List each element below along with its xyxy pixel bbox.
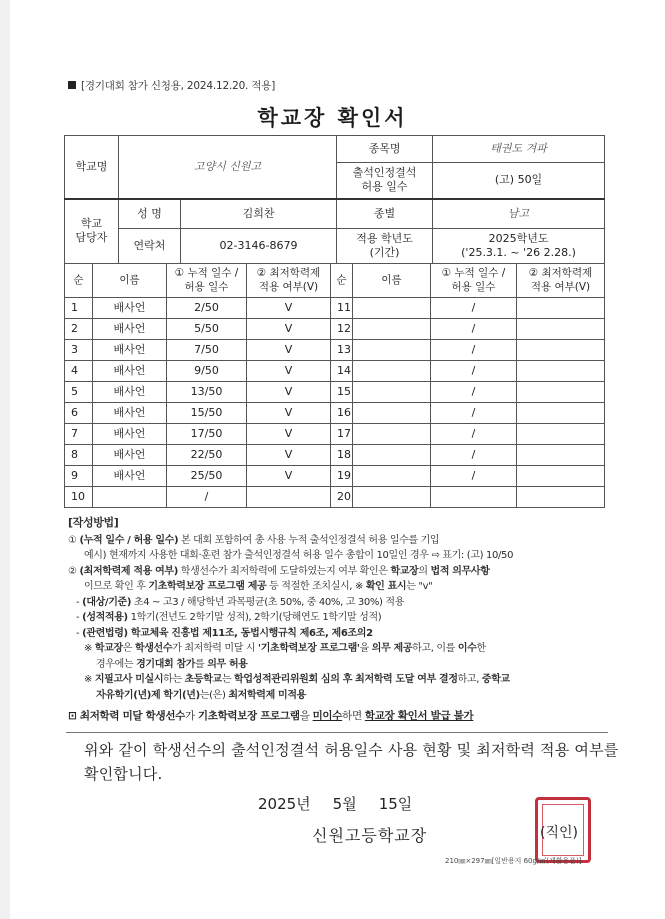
row-check: V [247, 340, 331, 361]
row-name [353, 403, 431, 424]
row-name: 배사언 [93, 424, 167, 445]
school-value: 고양시 신원고 [119, 136, 337, 199]
row-no: 10 [65, 487, 93, 508]
manager-label: 학교 담당자 [65, 199, 119, 264]
table-row [65, 403, 605, 424]
row-days: 5/50 [167, 319, 247, 340]
year-label: 적용 학년도 (기간) [337, 229, 433, 264]
date-year: 2025년 [258, 795, 311, 813]
method-line: ① (누적 일수 / 허용 일수) 본 대회 포함하여 총 사용 누적 출석인정결석 허용 일수를 기입 [68, 534, 440, 546]
row-name: 배사언 [93, 382, 167, 403]
method-line: 경우에는 경기대회 참가를 의무 허용 [96, 658, 248, 670]
name-label: 성 명 [119, 199, 181, 229]
row-days: / [431, 361, 517, 382]
gender-value: 남고 [433, 199, 605, 229]
allowed-days-value: (고) 50일 [433, 163, 605, 199]
method-line: 이므로 확인 후 기초학력보장 프로그램 제공 등 적절한 조치실시, ※ 확인 표시는 "v" [84, 581, 433, 592]
table-row [65, 361, 605, 382]
row-days: / [431, 403, 517, 424]
row-days: 25/50 [167, 466, 247, 487]
row-days: / [431, 424, 517, 445]
row-check [247, 487, 331, 508]
row-name [353, 424, 431, 445]
row-days: / [167, 487, 247, 508]
header-min-right: ② 최저학력제 적용 여부(V) [517, 264, 605, 298]
header-no-right: 순 [331, 264, 353, 298]
row-days: 22/50 [167, 445, 247, 466]
year-value: 2025학년도 ('25.3.1. ~ '26 2.28.) [433, 229, 605, 264]
row-check: V [247, 382, 331, 403]
row-days: 9/50 [167, 361, 247, 382]
row-name: 배사언 [93, 361, 167, 382]
row-no: 19 [331, 466, 353, 487]
row-name: 배사언 [93, 403, 167, 424]
date-day: 15일 [378, 795, 413, 813]
row-days: / [431, 340, 517, 361]
row-no: 14 [331, 361, 353, 382]
row-days: / [431, 445, 517, 466]
method-line: - (관련법령) 학교체육 진흥법 제11조, 동법시행규칙 제6조, 제6조의2 [76, 627, 373, 639]
header-cum-right: ① 누적 일수 / 허용 일수 [431, 264, 517, 298]
row-check [517, 424, 605, 445]
table-row [65, 466, 605, 487]
row-days: 2/50 [167, 298, 247, 319]
method-line: ※ 지필고사 미실시하는 초등학교는 학업성적관리위원회 심의 후 최저학력 도달 여부 결정하고, 중학교 [84, 674, 510, 685]
row-no: 20 [331, 487, 353, 508]
row-name [353, 298, 431, 319]
row-check [517, 445, 605, 466]
row-check: V [247, 445, 331, 466]
row-no: 17 [331, 424, 353, 445]
row-no: 12 [331, 319, 353, 340]
row-name [353, 361, 431, 382]
row-check: V [247, 403, 331, 424]
method-line: - (성적적용) 1학기(전년도 2학기말 성적), 2학기(당해연도 1학기말 성적) [76, 612, 382, 623]
row-check [517, 361, 605, 382]
header-no: 순 [65, 264, 93, 298]
school-label: 학교명 [65, 136, 119, 199]
issue-date [258, 793, 434, 814]
allowed-days-label: 출석인정결석 허용 일수 [337, 163, 433, 199]
row-days: / [431, 319, 517, 340]
row-days: 13/50 [167, 382, 247, 403]
divider [66, 732, 608, 733]
row-name [353, 319, 431, 340]
row-days: 17/50 [167, 424, 247, 445]
principal-title: 신원고등학교장 [312, 826, 428, 845]
row-name [353, 445, 431, 466]
row-check [517, 340, 605, 361]
paper-spec-note: 210㎜×297㎜[일반용지 60g/㎡(재활용품)] [445, 857, 582, 865]
method-line: ※ 학교장은 학생선수가 최저학력 미달 시 '기초학력보장 프로그램'을 의무 제공하고, 이를 이수한 [84, 643, 486, 654]
header-min: ② 최저학력제 적용 여부(V) [247, 264, 331, 298]
seal-label: (직인) [540, 825, 578, 841]
table-row [65, 487, 605, 508]
contact-value: 02-3146-8679 [181, 229, 337, 264]
row-days [431, 487, 517, 508]
row-name: 배사언 [93, 445, 167, 466]
row-no: 4 [65, 361, 93, 382]
event-value: 태권도 겨파 [433, 136, 605, 163]
row-days: 15/50 [167, 403, 247, 424]
row-name [353, 487, 431, 508]
header-note: [경기대회 참가 신청용, 2024.12.20. 적용] [68, 78, 275, 93]
row-name [353, 466, 431, 487]
event-label: 종목명 [337, 136, 433, 163]
gender-label: 종별 [337, 199, 433, 229]
row-check: V [247, 424, 331, 445]
method-line: - (대상/기준) 초4 ~ 고3 / 해당학년 과목평균(초 50%, 중 40%, 고 30%) 적용 [76, 596, 405, 608]
table-row [65, 445, 605, 466]
row-check: V [247, 466, 331, 487]
row-days: 7/50 [167, 340, 247, 361]
row-no: 1 [65, 298, 93, 319]
row-no: 13 [331, 340, 353, 361]
row-check [517, 403, 605, 424]
row-check: V [247, 319, 331, 340]
row-check [517, 319, 605, 340]
row-days: / [431, 298, 517, 319]
method-line: 예시) 현재까지 사용한 대회·훈련 참가 출석인정결석 허용 일수 총합이 10일인 경우 ⇨ 표기: (고) 10/50 [84, 550, 514, 561]
header-name-right: 이름 [353, 264, 431, 298]
row-check: V [247, 298, 331, 319]
row-check [517, 382, 605, 403]
row-no: 16 [331, 403, 353, 424]
table-row [65, 319, 605, 340]
row-no: 7 [65, 424, 93, 445]
row-no: 2 [65, 319, 93, 340]
table-row [65, 382, 605, 403]
writing-method [68, 515, 608, 703]
row-name: 배사언 [93, 319, 167, 340]
notice-box-icon: ⊡ [68, 710, 77, 722]
date-month: 5월 [332, 795, 357, 813]
contact-label: 연락처 [119, 229, 181, 264]
row-no: 8 [65, 445, 93, 466]
name-value: 김희찬 [181, 199, 337, 229]
table-row [65, 340, 605, 361]
document-title: 학교장 확인서 [257, 106, 408, 130]
row-name: 배사언 [93, 298, 167, 319]
row-name [353, 340, 431, 361]
roster-table [64, 263, 605, 508]
notice-line: ⊡ 최저학력 미달 학생선수가 기초학력보장 프로그램을 미이수하면 학교장 확인서 발급 불가 [68, 710, 474, 722]
row-no: 11 [331, 298, 353, 319]
confirmation-text: 위와 같이 학생선수의 출석인정결석 허용일수 사용 현황 및 최저학력 적용 여부를 확인합니다. [84, 741, 619, 783]
row-check: V [247, 361, 331, 382]
method-line: 자유학기(년)제 학기(년)는(은) 최저학력제 미적용 [96, 689, 306, 701]
info-table [64, 135, 605, 264]
row-name: 배사언 [93, 466, 167, 487]
method-line: ② (최저학력제 적용 여부) 학생선수가 최저학력에 도달하였는지 여부 확인은 학교장의 법적 의무사항 [68, 565, 490, 577]
page-edge [0, 0, 10, 919]
row-no: 9 [65, 466, 93, 487]
row-no: 18 [331, 445, 353, 466]
header-cum: ① 누적 일수 / 허용 일수 [167, 264, 247, 298]
row-check [517, 487, 605, 508]
row-days: / [431, 466, 517, 487]
method-heading: [작성방법] [68, 516, 119, 529]
row-days: / [431, 382, 517, 403]
row-no: 5 [65, 382, 93, 403]
table-row [65, 424, 605, 445]
row-no: 3 [65, 340, 93, 361]
row-no: 15 [331, 382, 353, 403]
row-name [93, 487, 167, 508]
row-check [517, 466, 605, 487]
table-row [65, 298, 605, 319]
square-bullet-icon [68, 81, 76, 89]
row-name: 배사언 [93, 340, 167, 361]
row-name [353, 382, 431, 403]
row-no: 6 [65, 403, 93, 424]
header-name: 이름 [93, 264, 167, 298]
row-check [517, 298, 605, 319]
